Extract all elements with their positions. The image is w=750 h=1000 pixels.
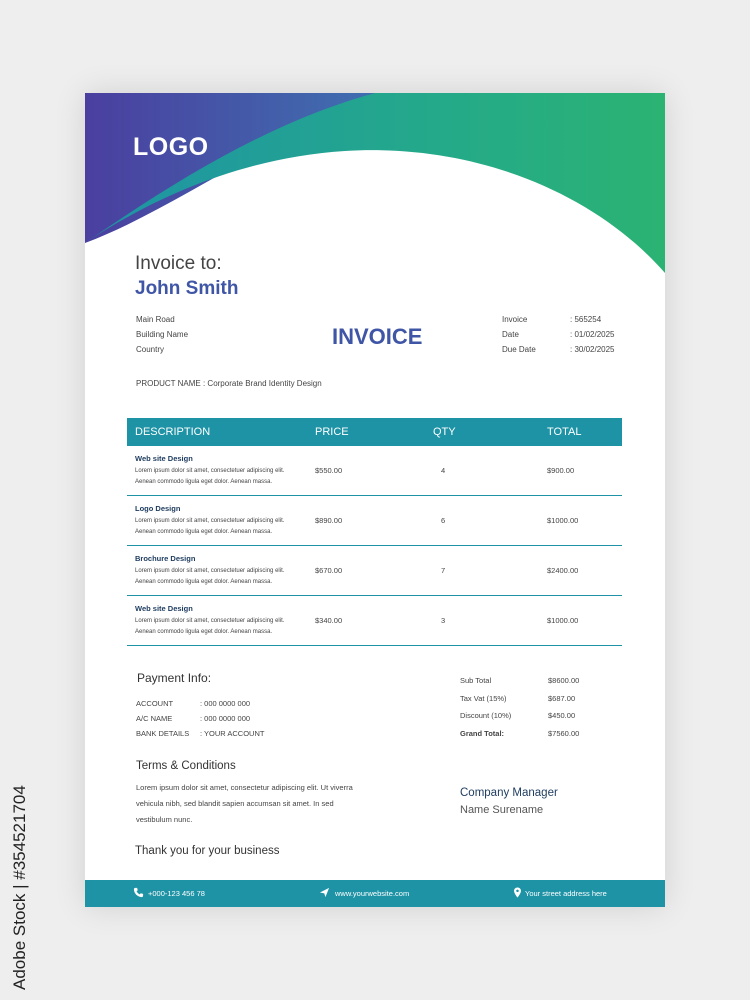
payment-label: ACCOUNT xyxy=(136,699,174,708)
client-name: John Smith xyxy=(135,278,239,299)
item-price: $340.00 xyxy=(315,616,343,625)
meta-value-invoice: : 565254 xyxy=(570,315,602,324)
grand-total-value: $7560.00 xyxy=(548,729,580,738)
item-title: Web site Design xyxy=(135,604,193,613)
item-description: Aenean commodo ligula eget dolor. Aenean massa. xyxy=(135,579,273,585)
item-qty: 6 xyxy=(441,516,446,525)
terms-title: Terms & Conditions xyxy=(136,760,236,772)
grand-total-label: Grand Total: xyxy=(460,729,505,738)
thank-you-note: Thank you for your business xyxy=(135,845,280,857)
meta-label-invoice: Invoice xyxy=(502,315,528,324)
header-qty: QTY xyxy=(433,426,456,438)
item-qty: 7 xyxy=(441,566,446,575)
manager-name: Name Surename xyxy=(460,804,544,816)
subtotal-value: $8600.00 xyxy=(548,676,580,685)
header-total: TOTAL xyxy=(547,426,582,438)
item-title: Logo Design xyxy=(135,504,181,513)
payment-info-title: Payment Info: xyxy=(137,671,212,685)
meta-value-date: : 01/02/2025 xyxy=(570,330,615,339)
item-total: $1000.00 xyxy=(547,616,579,625)
header-price: PRICE xyxy=(315,426,349,438)
invoice-title: INVOICE xyxy=(332,324,423,349)
meta-label-due-date: Due Date xyxy=(502,345,536,354)
invoice-to-label: Invoice to: xyxy=(135,253,222,274)
footer-phone: +000-123 456 78 xyxy=(148,889,205,898)
item-description: Lorem ipsum dolor sit amet, consectetuer adipiscing elit. xyxy=(135,618,285,624)
item-description: Aenean commodo ligula eget dolor. Aenean massa. xyxy=(135,479,273,485)
terms-body: Lorem ipsum dolor sit amet, consectetur adipiscing elit. Ut viverra vehicula nibh, sed blandit sapien accumsan sit amet. In sed vestibulum nunc. xyxy=(136,783,353,824)
discount-value: $450.00 xyxy=(548,711,576,720)
tax-value: $687.00 xyxy=(548,694,576,703)
item-description: Lorem ipsum dolor sit amet, consectetuer adipiscing elit. xyxy=(135,468,285,474)
item-price: $890.00 xyxy=(315,516,343,525)
stock-watermark-container xyxy=(10,765,32,990)
item-total: $1000.00 xyxy=(547,516,579,525)
address-line: Country xyxy=(136,345,165,354)
meta-value-due-date: : 30/02/2025 xyxy=(570,345,615,354)
subtotal-label: Sub Total xyxy=(460,676,492,685)
payment-label: BANK DETAILS xyxy=(136,729,190,738)
discount-label: Discount (10%) xyxy=(460,711,512,720)
item-qty: 4 xyxy=(441,466,446,475)
item-description: Aenean commodo ligula eget dolor. Aenean massa. xyxy=(135,629,273,635)
stock-watermark: Adobe Stock | #354521704 xyxy=(10,785,29,990)
manager-title: Company Manager xyxy=(460,787,558,799)
company-logo: LOGO xyxy=(133,133,209,161)
item-description: Lorem ipsum dolor sit amet, consectetuer adipiscing elit. xyxy=(135,518,285,524)
item-description: Aenean commodo ligula eget dolor. Aenean massa. xyxy=(135,529,273,535)
payment-value: : YOUR ACCOUNT xyxy=(200,729,265,738)
item-total: $900.00 xyxy=(547,466,575,475)
footer-website[interactable]: www.yourwebsite.com xyxy=(335,889,410,898)
tax-label: Tax Vat (15%) xyxy=(460,694,507,703)
footer-address: Your street address here xyxy=(525,889,607,898)
address-line: Building Name xyxy=(136,330,189,339)
payment-value: : 000 0000 000 xyxy=(200,699,251,708)
item-title: Brochure Design xyxy=(135,554,196,563)
item-total: $2400.00 xyxy=(547,566,579,575)
item-qty: 3 xyxy=(441,616,446,625)
item-price: $550.00 xyxy=(315,466,343,475)
item-title: Web site Design xyxy=(135,454,193,463)
phone-icon xyxy=(133,887,144,898)
address-line: Main Road xyxy=(136,315,175,324)
location-pin-icon xyxy=(512,887,523,898)
item-price: $670.00 xyxy=(315,566,343,575)
header-description: DESCRIPTION xyxy=(135,426,211,438)
meta-label-date: Date xyxy=(502,330,519,339)
item-description: Lorem ipsum dolor sit amet, consectetuer adipiscing elit. xyxy=(135,568,285,574)
table-row xyxy=(127,446,622,496)
footer-bar xyxy=(85,880,665,907)
payment-label: A/C NAME xyxy=(136,714,173,723)
payment-value: : 000 0000 000 xyxy=(200,714,251,723)
table-header xyxy=(127,418,622,446)
table-row xyxy=(127,546,622,596)
table-row xyxy=(127,596,622,646)
table-row xyxy=(127,496,622,546)
send-icon xyxy=(319,887,330,898)
product-name: PRODUCT NAME : Corporate Brand Identity Design xyxy=(136,379,322,388)
invoice-page xyxy=(85,93,665,907)
